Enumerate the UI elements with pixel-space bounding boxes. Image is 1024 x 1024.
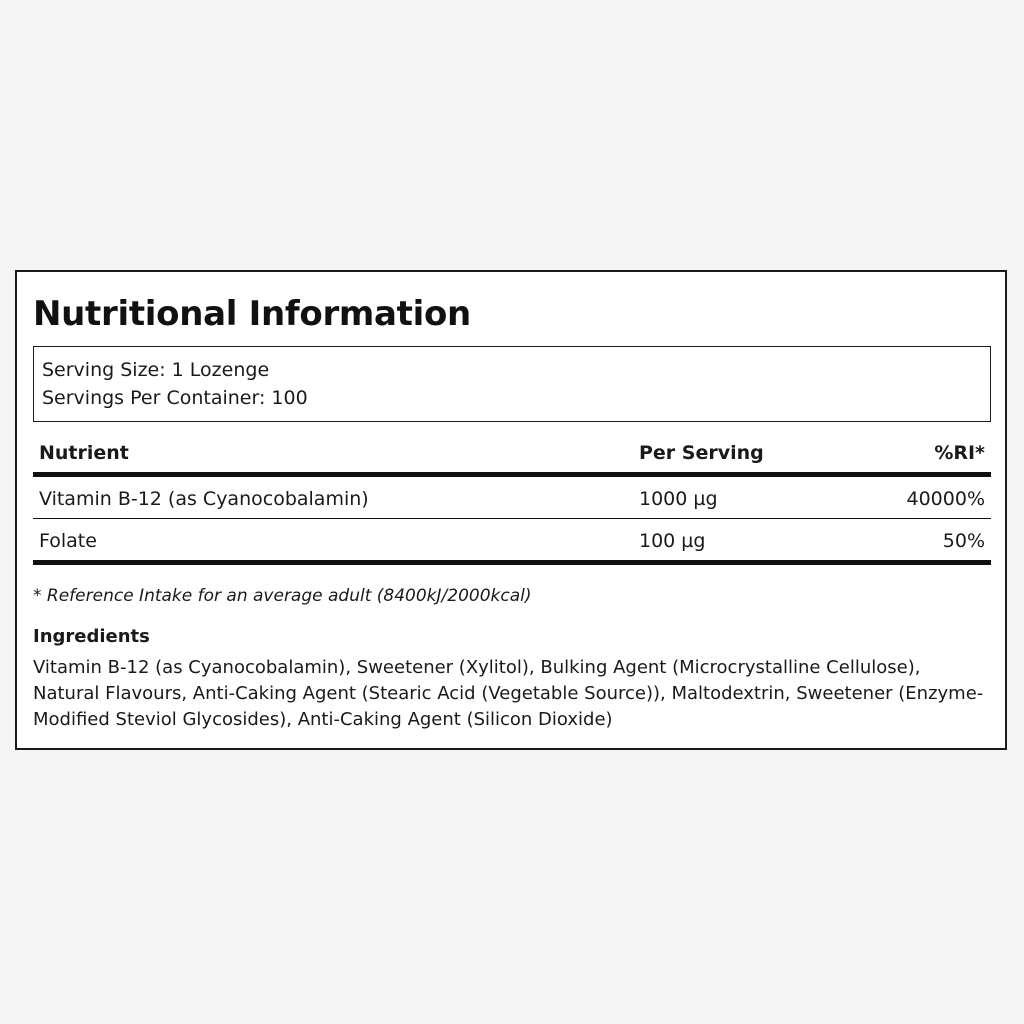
nutrient-name: Vitamin B-12 (as Cyanocobalamin) xyxy=(33,475,633,519)
table-row xyxy=(33,519,991,563)
table-row xyxy=(33,475,991,519)
nutrient-per-serving: 1000 µg xyxy=(633,475,845,519)
nutrient-name: Folate xyxy=(33,519,633,563)
ingredients-text: Vitamin B-12 (as Cyanocobalamin), Sweetener (Xylitol), Bulking Agent (Microcrystalline Cellulose), Natural Flavours, Anti-Caking Agent (Stearic Acid (Vegetable Source)), Maltodextrin, Sweetener (Enzyme-Modified Steviol Glycosides), Anti-Caking Agent (Silicon Dioxide) xyxy=(33,657,984,730)
label-title: Nutritional Information xyxy=(33,294,471,334)
nutrient-ri: 40000% xyxy=(845,475,991,519)
nutrient-ri: 50% xyxy=(845,519,991,563)
header-nutrient: Nutrient xyxy=(33,440,633,475)
header-per-serving: Per Serving xyxy=(633,440,845,475)
nutrient-per-serving: 100 µg xyxy=(633,519,845,563)
ri-footnote: * Reference Intake for an average adult (8400kJ/2000kcal) xyxy=(33,586,532,606)
serving-info-box xyxy=(33,346,991,422)
ingredients-heading: Ingredients xyxy=(33,626,150,647)
header-ri: %RI* xyxy=(845,440,991,475)
nutrition-label-panel xyxy=(15,270,1007,750)
serving-size: Serving Size: 1 Lozenge xyxy=(42,359,270,381)
nutrient-table xyxy=(33,440,991,565)
servings-per-container: Servings Per Container: 100 xyxy=(42,387,308,409)
nutrient-table-header-row xyxy=(33,440,991,475)
